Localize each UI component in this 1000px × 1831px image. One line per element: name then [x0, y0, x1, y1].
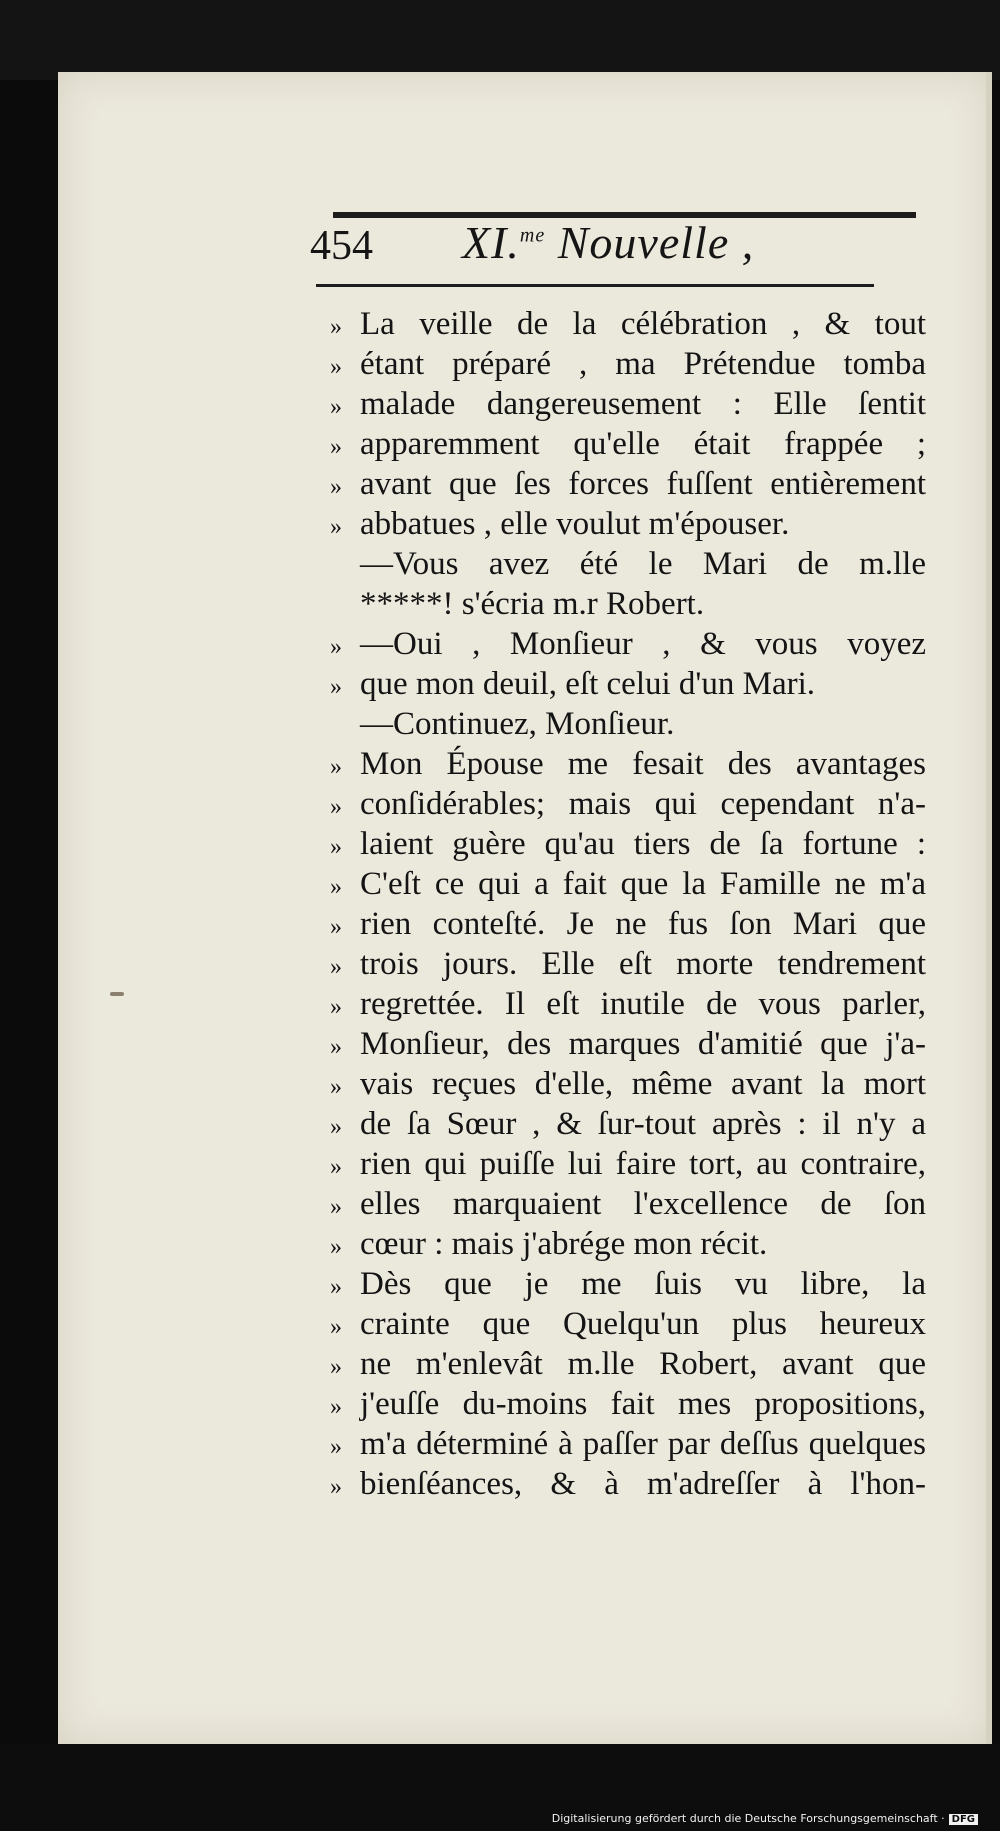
line-text: rien qui puiſſe lui faire tort, au contraire, [360, 1146, 926, 1182]
text-line [330, 664, 926, 704]
quote-mark: » [330, 1114, 342, 1140]
text-line [330, 1024, 926, 1064]
quote-mark: » [330, 1434, 342, 1460]
text-line [330, 464, 926, 504]
line-text: trois jours. Elle eſt morte tendrement [360, 946, 926, 982]
line-text: La veille de la célébration , & tout [360, 306, 926, 342]
line-text: *****! s'écria m.r Robert. [360, 586, 705, 622]
line-text: Monſieur, des marques d'amitié que j'a- [360, 1026, 926, 1062]
line-text: bienſéances, & à m'adreſſer à l'hon- [360, 1466, 926, 1502]
quote-mark: » [330, 994, 342, 1020]
line-text: ne m'enlevât m.lle Robert, avant que [360, 1346, 926, 1382]
text-line [330, 624, 926, 664]
quote-mark: » [330, 1474, 342, 1500]
quote-mark: » [330, 354, 342, 380]
running-head-superscript: me [519, 224, 546, 247]
page-stain [110, 992, 124, 996]
text-line [330, 1344, 926, 1384]
dfg-logo: DFG [949, 1814, 978, 1825]
text-line [330, 584, 926, 624]
quote-mark: » [330, 834, 342, 860]
quote-mark: » [330, 874, 342, 900]
text-line [330, 384, 926, 424]
quote-mark: » [330, 1154, 342, 1180]
page-edge [986, 72, 992, 1744]
text-line [330, 1264, 926, 1304]
quote-mark: » [330, 1354, 342, 1380]
text-line [330, 304, 926, 344]
line-text: cœur : mais j'abrége mon récit. [360, 1226, 768, 1262]
text-line [330, 424, 926, 464]
text-line [330, 864, 926, 904]
line-text: —Oui , Monſieur , & vous voyez [360, 626, 926, 662]
line-text: m'a déterminé à paſſer par deſſus quelques [360, 1426, 926, 1462]
quote-mark: » [330, 1194, 342, 1220]
text-line [330, 504, 926, 544]
text-line [330, 1104, 926, 1144]
line-text: elles marquaient l'excellence de ſon [360, 1186, 926, 1222]
line-text: Dès que je me ſuis vu libre, la [360, 1266, 926, 1302]
quote-mark: » [330, 674, 342, 700]
running-head-title: Nouvelle , [545, 217, 755, 268]
quote-mark: » [330, 1274, 342, 1300]
text-line [330, 1424, 926, 1464]
quote-mark: » [330, 914, 342, 940]
quote-mark: » [330, 954, 342, 980]
line-text: laient guère qu'au tiers de ſa fortune : [360, 826, 926, 862]
text-line [330, 824, 926, 864]
running-head-numeral: XI. [462, 217, 520, 268]
line-text: regrettée. Il eſt inutile de vous parler, [360, 986, 926, 1022]
text-line [330, 704, 926, 744]
body-text [330, 304, 926, 1504]
line-text: malade dangereusement : Elle ſentit [360, 386, 926, 422]
text-line [330, 1384, 926, 1424]
text-line [330, 544, 926, 584]
line-text: conſidérables; mais qui cependant n'a- [360, 786, 926, 822]
line-text: que mon deuil, eſt celui d'un Mari. [360, 666, 816, 702]
line-text: C'eſt ce qui a fait que la Famille ne m'a [360, 866, 926, 902]
text-line [330, 984, 926, 1024]
line-text: vais reçues d'elle, même avant la mort [360, 1066, 926, 1102]
digitization-credit [552, 1812, 978, 1825]
quote-mark: » [330, 1234, 342, 1260]
line-text: étant préparé , ma Prétendue tomba [360, 346, 926, 382]
page-number: 454 [310, 223, 373, 269]
quote-mark: » [330, 314, 342, 340]
quote-mark: » [330, 1034, 342, 1060]
line-text: rien conteſté. Je ne fus ſon Mari que [360, 906, 926, 942]
text-line [330, 1224, 926, 1264]
line-text: avant que ſes forces fuſſent entièrement [360, 466, 926, 502]
quote-mark: » [330, 794, 342, 820]
quote-mark: » [330, 394, 342, 420]
line-text: abbatues , elle voulut m'épouser. [360, 506, 790, 542]
quote-mark: » [330, 1074, 342, 1100]
text-line [330, 1064, 926, 1104]
text-line [330, 344, 926, 384]
text-line [330, 944, 926, 984]
credit-text: Digitalisierung gefördert durch die Deutsche Forschungsgemeinschaft · [551, 1812, 945, 1825]
quote-mark: » [330, 1394, 342, 1420]
text-line [330, 744, 926, 784]
line-text: —Vous avez été le Mari de m.lle [360, 546, 926, 582]
quote-mark: » [330, 1314, 342, 1340]
line-text: de ſa Sœur , & ſur-tout après : il n'y a [360, 1106, 926, 1142]
text-line [330, 1144, 926, 1184]
quote-mark: » [330, 634, 342, 660]
line-text: j'euſſe du-moins fait mes propositions, [360, 1386, 926, 1422]
quote-mark: » [330, 514, 342, 540]
quote-mark: » [330, 474, 342, 500]
line-text: crainte que Quelqu'un plus heureux [360, 1306, 926, 1342]
quote-mark: » [330, 434, 342, 460]
text-line [330, 1304, 926, 1344]
text-line [330, 904, 926, 944]
scan-background-top [0, 0, 1000, 80]
text-line [330, 784, 926, 824]
text-line [330, 1464, 926, 1504]
line-text: apparemment qu'elle était frappée ; [360, 426, 926, 462]
line-text: —Continuez, Monſieur. [360, 706, 675, 742]
header-rule-bottom [316, 284, 874, 287]
text-line [330, 1184, 926, 1224]
line-text: Mon Épouse me fesait des avantages [360, 746, 926, 782]
running-head [462, 216, 754, 269]
quote-mark: » [330, 754, 342, 780]
